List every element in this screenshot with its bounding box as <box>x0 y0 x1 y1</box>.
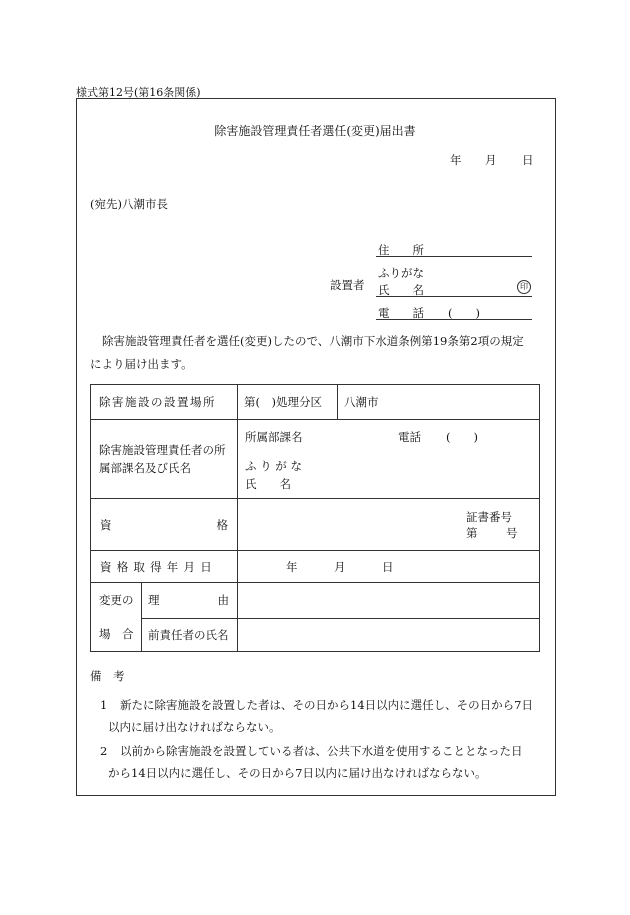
change-label-cell <box>91 583 142 652</box>
qualification-value-cell <box>238 499 540 551</box>
note-1 <box>90 694 550 738</box>
applicant-label: 設置者 <box>330 278 365 292</box>
district-cell <box>238 385 338 420</box>
remarks-heading: 備 考 <box>90 669 125 683</box>
acquired-day: 日 <box>382 560 394 574</box>
row-location <box>91 385 540 420</box>
note-1-line-1: 新たに除害施設を設置した者は、その日から14日以内に選任し、その日から7日 <box>120 698 533 712</box>
reason-label-cell <box>142 583 238 619</box>
row-prev-manager <box>91 618 540 652</box>
cert-number-label: 証書番号 <box>466 510 512 524</box>
reason-label-b: 由 <box>217 593 229 608</box>
qualification-label-a: 資 <box>100 517 112 532</box>
manager-phone-label: 電話 <box>398 430 421 444</box>
address-underline <box>376 256 532 257</box>
date-month: 月 <box>485 153 497 167</box>
info-table <box>90 384 540 652</box>
row-change-reason <box>91 583 540 619</box>
note-2-line-2: から14日以内に選任し、その日から7日以内に届け出なければならない。 <box>108 766 487 780</box>
row-manager <box>91 420 540 499</box>
location-label-cell <box>91 385 238 420</box>
statement-line-1: 除害施設管理責任者を選任(変更)したので、八潮市下水道条例第19条第2項の規定 <box>102 334 524 348</box>
date-day: 日 <box>522 153 534 167</box>
applicant-name-label: 氏 名 <box>378 283 424 297</box>
date-year: 年 <box>450 153 462 167</box>
name-underline <box>376 296 532 297</box>
manager-label-line-2: 属部課名及び氏名 <box>99 461 191 475</box>
note-2-number: 2 <box>100 744 108 758</box>
form-title: 除害施設管理責任者選任(変更)届出書 <box>214 124 416 138</box>
row-acquired <box>91 551 540 583</box>
dept-label: 所属部課名 <box>245 430 303 444</box>
statement-line-2: により届け出ます。 <box>90 357 193 371</box>
manager-phone-paren: ( ) <box>446 430 478 444</box>
prev-manager-label-cell <box>142 618 238 652</box>
prev-manager-label: 前責任者の氏名 <box>148 627 229 642</box>
applicant-phone-label: 電 話 <box>378 306 424 320</box>
applicant-phone-paren: ( ) <box>448 306 480 320</box>
acquired-label: 資格取得年月日 <box>100 559 217 574</box>
cert-dai: 第 <box>466 526 478 540</box>
statement <box>90 330 550 376</box>
city: 八潮市 <box>344 395 379 409</box>
note-2-line-1: 以前から除害施設を設置している者は、公共下水道を使用することとなった日 <box>120 744 523 758</box>
qualification-label-b: 格 <box>216 517 228 532</box>
reason-value-cell <box>238 583 540 619</box>
seal-mark: 印 <box>517 280 531 294</box>
form-number: 様式第12号(第16条関係) <box>76 86 201 99</box>
acquired-value-cell <box>238 551 540 583</box>
reason-label-a: 理 <box>148 593 160 608</box>
manager-name-label: 氏 名 <box>245 477 291 491</box>
applicant-furigana-label: ふりがな <box>378 266 424 280</box>
prev-manager-value-cell <box>238 618 540 652</box>
note-2 <box>90 740 550 784</box>
manager-furigana-label: ふ り が な <box>245 459 302 473</box>
phone-underline <box>376 319 532 320</box>
manager-value-cell <box>238 420 540 499</box>
applicant-address-label: 住 所 <box>378 243 424 257</box>
addressee: (宛先)八潮市長 <box>90 197 168 211</box>
acquired-label-cell <box>91 551 238 583</box>
manager-label-line-1: 除害施設管理責任者の所 <box>99 443 226 457</box>
cert-go: 号 <box>506 526 518 540</box>
manager-label-cell <box>91 420 238 499</box>
note-1-line-2: 以内に届け出なければならない。 <box>108 720 281 734</box>
change-label-line-1: 変更の <box>99 593 134 607</box>
qualification-label-cell <box>91 499 238 551</box>
note-1-number: 1 <box>100 698 108 712</box>
location-label: 除害施設の設置場所 <box>99 395 216 409</box>
acquired-year: 年 <box>286 560 298 574</box>
acquired-month: 月 <box>334 560 346 574</box>
city-cell <box>338 385 540 420</box>
row-qualification <box>91 499 540 551</box>
change-label-line-2: 場 合 <box>99 627 134 641</box>
district: 第( )処理分区 <box>244 395 322 409</box>
